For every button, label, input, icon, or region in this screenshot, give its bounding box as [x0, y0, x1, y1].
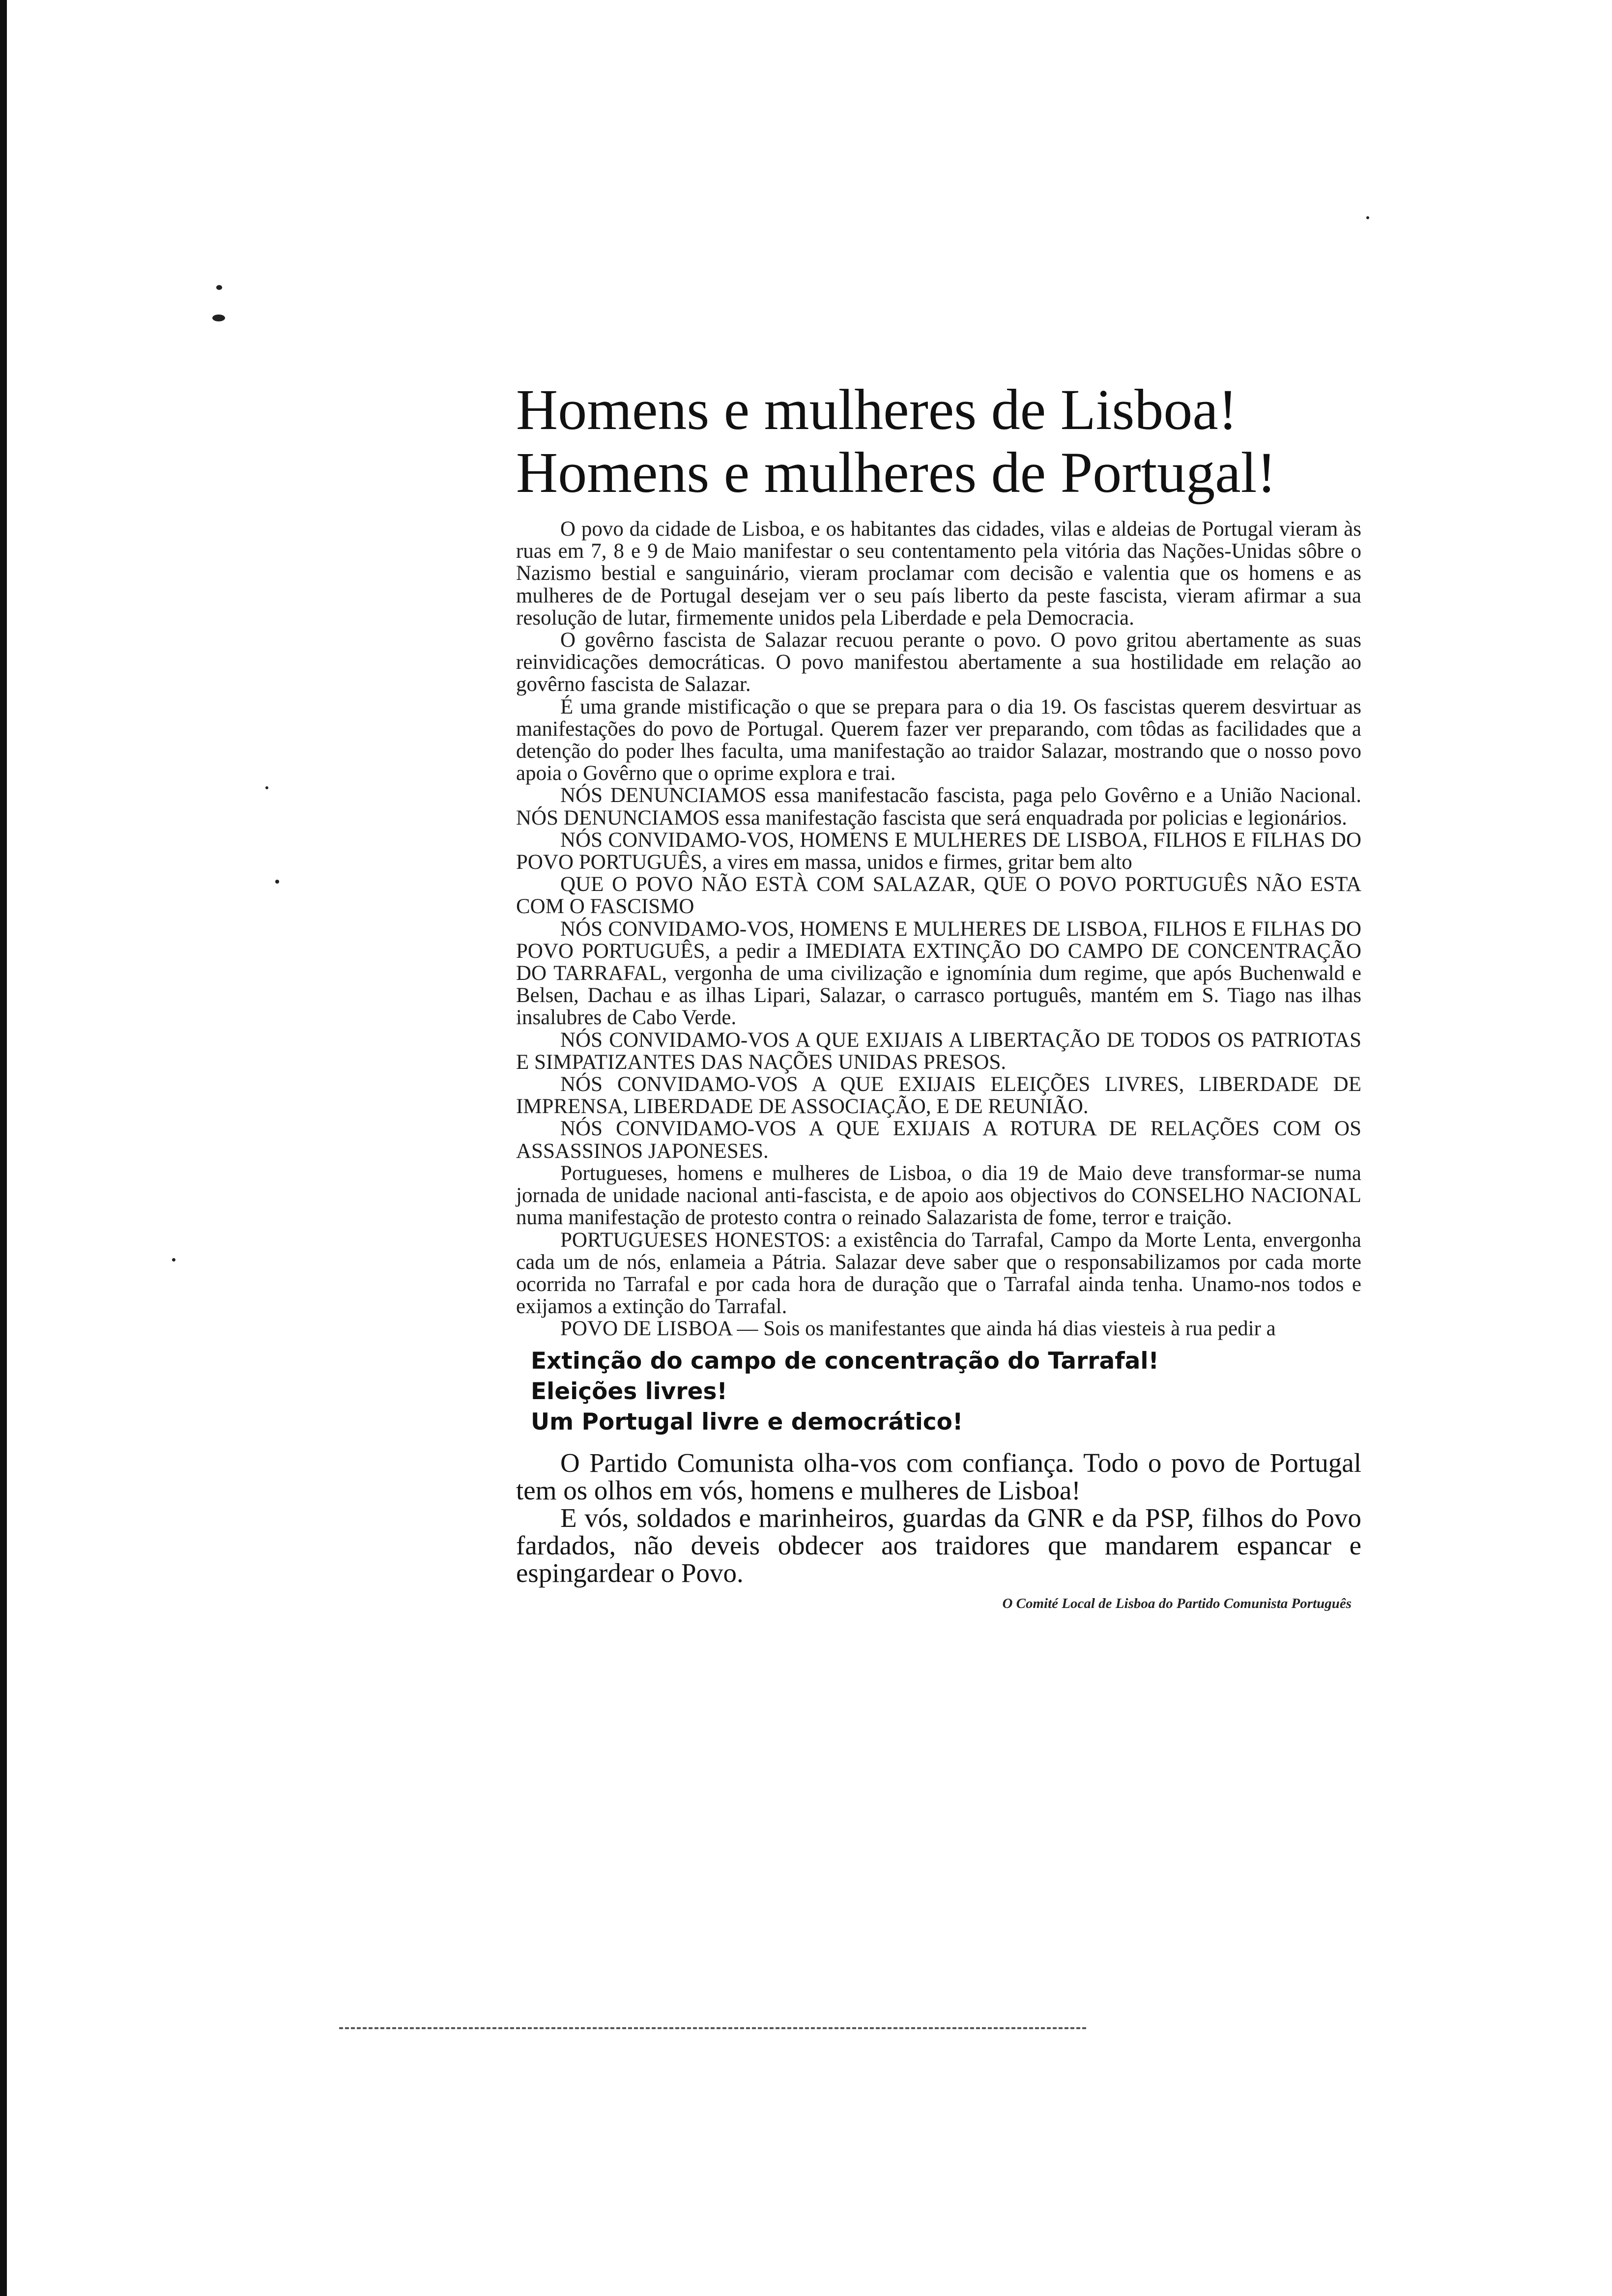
closing-paragraph: E vós, soldados e marinheiros, guardas da GNR e da PSP, filhos do Povo fardados, não deveis obdecer aos traidores que mandarem espancar e espingardear o Povo. — [516, 1502, 1361, 1588]
leaflet — [516, 378, 1361, 1612]
leaflet-body — [516, 518, 1361, 1340]
paragraph: O govêrno fascista de Salazar recuou perante o povo. O povo gritou abertamente as suas reinvidicações democráticas. O povo manifestou abertamente a sua hostilidade em relação ao govêrno fascista de Salazar. — [516, 629, 1361, 696]
bottom-rule — [339, 2027, 1086, 2029]
paragraph: NÓS CONVIDAMO-VOS, HOMENS E MULHERES DE LISBOA, FILHOS E FILHAS DO POVO PORTUGUÊS, a vires em massa, unidos e firmes, gritar bem alto — [516, 828, 1361, 874]
paragraph: NÓS CONVIDAMO-VOS A QUE EXIJAIS ELEIÇÕES LIVRES, LIBERDADE DE IMPRENSA, LIBERDADE DE ASSOCIAÇÃO, E DE REUNIÃO. — [516, 1073, 1361, 1119]
headline — [516, 378, 1361, 504]
closing-paragraph: O Partido Comunista olha-vos com confiança. Todo o povo de Portugal tem os olhos em vós, homens e mulheres de Lisboa! — [516, 1447, 1361, 1505]
slogan: Extinção do campo de concentração do Tarrafal! — [531, 1347, 1159, 1375]
scan-speck — [265, 786, 268, 789]
slogan: Um Portugal livre e democrático! — [531, 1408, 963, 1435]
scan-speck — [216, 285, 222, 290]
scan-left-edge — [0, 0, 7, 2296]
scan-speck — [1366, 216, 1369, 219]
scan-speck — [275, 880, 279, 884]
paragraph: POVO DE LISBOA — Sois os manifestantes que ainda há dias viesteis à rua pedir a — [560, 1317, 1276, 1341]
scan-speck — [172, 1258, 175, 1262]
paragraph: Portugueses, homens e mulheres de Lisboa, o dia 19 de Maio deve transformar-se numa jornada de unidade nacional anti-fascista, e de apoio aos objectivos do CONSELHO NACIONAL numa manifestação de protesto contra o reinado Salazarista de fome, terror e traição. — [516, 1161, 1361, 1230]
signature: O Comité Local de Lisboa do Partido Comunista Português — [1002, 1595, 1352, 1611]
closing-appeal — [516, 1449, 1361, 1587]
slogan: Eleições livres! — [531, 1378, 727, 1405]
paragraph: NÓS DENUNCIAMOS essa manifestacão fascista, paga pelo Govêrno e a União Nacional. NÓS DENUNCIAMOS essa manifestação fascista que será enquadrada por policias e legionários. — [516, 784, 1361, 830]
paragraph: O povo da cidade de Lisboa, e os habitantes das cidades, vilas e aldeias de Portugal vieram às ruas em 7, 8 e 9 de Maio manifestar o seu contentamento pela vitória das Nações-Unidas sôbre o Nazismo bestial e sanguinário, vieram proclamar com decisão e valentia que os homens e as mulheres de de Portugal desejam ver o seu país liberto da peste fascista, vieram afirmar a sua resolução de lutar, firmemente unidos pela Liberdade e pela Democracia. — [516, 517, 1361, 630]
paragraph: É uma grande mistificação o que se prepara para o dia 19. Os fascistas querem desvirtuar as manifestações do povo de Portugal. Querem fazer ver preparando, com tôdas as facilidades que a detenção do poder lhes faculta, uma manifestação ao traidor Salazar, mostrando que o nosso povo apoia o Govêrno que o oprime explora e trai. — [516, 695, 1361, 785]
paragraph: NÓS CONVIDAMO-VOS A QUE EXIJAIS A ROTURA DE RELAÇÕES COM OS ASSASSINOS JAPONESES. — [516, 1117, 1361, 1163]
headline-line-2: Homens e mulheres de Portugal! — [516, 440, 1276, 505]
paragraph: NÓS CONVIDAMO-VOS, HOMENS E MULHERES DE LISBOA, FILHOS E FILHAS DO POVO PORTUGUÊS, a pedir a IMEDIATA EXTINÇÃO DO CAMPO DE CONCENTRAÇÃO DO TARRAFAL, vergonha de uma civilização e ignomínia dum regime, que após Buchenwald e Belsen, Dachau e as ilhas Lipari, Salazar, o carrasco português, mantém em S. Tiago nas ilhas insalubres de Cabo Verde. — [516, 917, 1361, 1030]
paragraph: PORTUGUESES HONESTOS: a existência do Tarrafal, Campo da Morte Lenta, envergonha cada um de nós, enlameia a Pátria. Salazar deve saber que o responsabilizamos por cada morte ocorrida no Tarrafal e por cada hora de duração que o Tarrafal ainda tenha. Unamo-nos todos e exijamos a extinção do Tarrafal. — [516, 1228, 1361, 1319]
paragraph: QUE O POVO NÃO ESTÀ COM SALAZAR, QUE O POVO PORTUGUÊS NÃO ESTA COM O FASCISMO — [516, 873, 1361, 918]
paragraph: NÓS CONVIDAMO-VOS A QUE EXIJAIS A LIBERTAÇÃO DE TODOS OS PATRIOTAS E SIMPATIZANTES DAS NAÇÕES UNIDAS PRESOS. — [516, 1028, 1361, 1074]
headline-line-1: Homens e mulheres de Lisboa! — [516, 377, 1238, 442]
slogans — [516, 1346, 1361, 1437]
scan-speck — [212, 315, 225, 321]
